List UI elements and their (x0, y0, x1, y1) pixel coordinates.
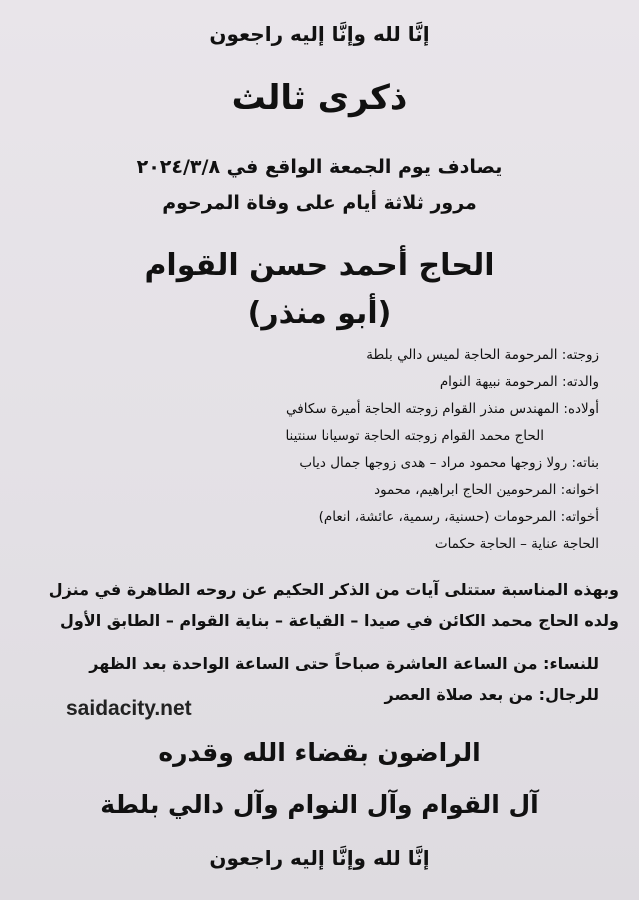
family-daughters: بناته: رولا زوجها محمود مراد – هدى زوجها جمال دياب (299, 455, 599, 471)
footer-acceptance: الراضون بقضاء الله وقدره (158, 738, 481, 767)
opening-phrase: إنَّا لله وإنَّا إليه راجعون (209, 22, 430, 46)
deceased-name: الحاج أحمد حسن القوام (144, 248, 495, 283)
occasion-line-1: وبهذه المناسبة ستتلى آيات من الذكر الحكيم عن روحه الطاهرة في منزل (48, 580, 619, 599)
notice-title: ذكرى ثالث (231, 78, 408, 118)
schedule-men: للرجال: من بعد صلاة العصر (384, 685, 599, 704)
family-mother: والدته: المرحومة نبيهة النوام (439, 374, 599, 390)
footer-families: آل القوام وآل النوام وآل دالي بلطة (100, 790, 539, 819)
closing-phrase: إنَّا لله وإنَّا إليه راجعون (209, 846, 430, 870)
site-watermark: saidacity.net (66, 697, 192, 720)
family-sisters-continued: الحاجة عناية – الحاجة حكمات (434, 536, 599, 552)
family-sons: أولاده: المهندس منذر القوام زوجته الحاجة أميرة سكافي (286, 401, 599, 417)
intro-passing-line: مرور ثلاثة أيام على وفاة المرحوم (162, 192, 477, 214)
deceased-nickname: (أبو منذر) (247, 296, 392, 331)
schedule-women: للنساء: من الساعة العاشرة صباحاً حتى الساعة الواحدة بعد الظهر (89, 654, 599, 673)
occasion-line-2: ولده الحاج محمد الكائن في صيدا – القياعة – بناية القوام – الطابق الأول (59, 611, 619, 630)
family-wife: زوجته: المرحومة الحاجة لميس دالي بلطة (366, 347, 599, 363)
family-sisters: أخواته: المرحومات (حسنية، رسمية، عائشة، انعام) (318, 509, 599, 525)
family-brothers: اخوانه: المرحومين الحاج ابراهيم، محمود (374, 482, 599, 498)
family-sons-continued: الحاج محمد القوام زوجته الحاجة توسيانا سنتينا (285, 428, 544, 444)
intro-date-line: يصادف يوم الجمعة الواقع في ٢٠٢٤/٣/٨ (136, 156, 503, 178)
